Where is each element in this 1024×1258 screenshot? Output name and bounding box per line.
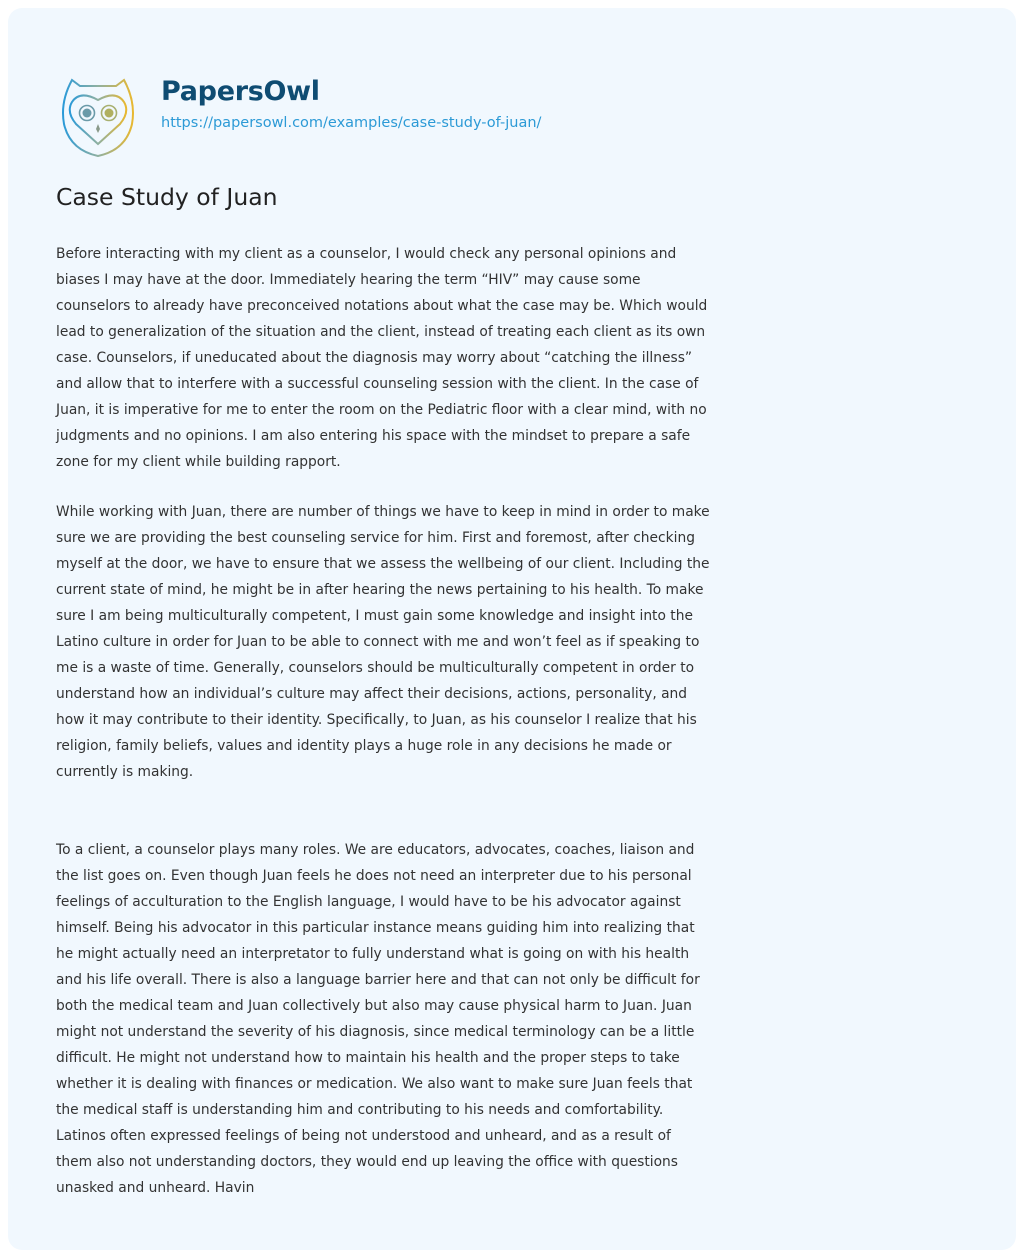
paragraph-line: current state of mind, he might be in after hearing the news pertaining to his health. To make [56,582,704,598]
paragraph-line: the list goes on. Even though Juan feels he does not need an interpreter due to his personal [56,868,692,884]
paragraph-line: case. Counselors, if uneducated about the diagnosis may worry about “catching the illness” [56,350,693,366]
paragraph-line: and his life overall. There is also a language barrier here and that can not only be difficult for [56,972,700,988]
paragraph-line: While working with Juan, there are number of things we have to keep in mind in order to make [56,504,710,520]
paragraph-line: Latinos often expressed feelings of being not understood and unheard, and as a result of [56,1128,671,1144]
paragraph-line: biases I may have at the door. Immediately hearing the term “HIV” may cause some [56,272,641,288]
paragraph-line: currently is making. [56,764,194,780]
paragraph-3 [56,837,1016,1201]
paragraph-line: Before interacting with my client as a counselor, I would check any personal opinions and [56,246,677,262]
paragraph-line: whether it is dealing with finances or medication. We also want to make sure Juan feels that [56,1076,693,1092]
brand-name[interactable]: PapersOwl [161,76,320,107]
paragraph-line: me is a waste of time. Generally, counselors should be multiculturally competent in order to [56,660,695,676]
paragraph-line: them also not understanding doctors, they would end up leaving the office with questions [56,1154,678,1170]
paragraph-line: zone for my client while building rapport. [56,454,341,470]
paragraph-line: sure we are providing the best counseling service for him. First and foremost, after checking [56,530,695,546]
paragraph-line: myself at the door, we have to ensure that we assess the wellbeing of our client. Including the [56,556,710,572]
document-card [8,8,1016,1250]
paragraph-line: unasked and unheard. Havin [56,1180,255,1196]
paragraph-line: feelings of acculturation to the English language, I would have to be his advocator against [56,894,681,910]
page-title: Case Study of Juan [56,183,278,211]
paragraph-line: might not understand the severity of his diagnosis, since medical terminology can be a little [56,1024,695,1040]
paragraph-line: the medical staff is understanding him and contributing to his needs and comfortability. [56,1102,664,1118]
paragraph-line: himself. Being his advocator in this particular instance means guiding him into realizing that [56,920,695,936]
paragraph-line: both the medical team and Juan collectively but also may cause physical harm to Juan. Juan [56,998,692,1014]
paragraph-line: judgments and no opinions. I am also entering his space with the mindset to prepare a safe [56,428,691,444]
paragraph-2 [56,499,1016,785]
paragraph-line: he might actually need an interpretator to fully understand what is going on with his health [56,946,690,962]
paragraph-line: religion, family beliefs, values and identity plays a huge role in any decisions he made or [56,738,672,754]
paragraph-line: counselors to already have preconceived notations about what the case may be. Which would [56,298,708,314]
paragraph-line: To a client, a counselor plays many roles. We are educators, advocates, coaches, liaison and [56,842,695,858]
paragraph-line: lead to generalization of the situation and the client, instead of treating each client as its own [56,324,706,340]
paragraph-1 [56,241,1016,475]
paragraph-line: how it may contribute to their identity. Specifically, to Juan, as his counselor I realize that his [56,712,697,728]
paragraph-line: sure I am being multiculturally competent, I must gain some knowledge and insight into the [56,608,693,624]
paragraph-line: Latino culture in order for Juan to be able to connect with me and won’t feel as if speaking to [56,634,700,650]
owl-logo-icon [58,72,138,160]
page-url-link[interactable]: https://papersowl.com/examples/case-study-of-juan/ [161,115,542,131]
paragraph-line: Juan, it is imperative for me to enter the room on the Pediatric floor with a clear mind, with no [56,402,707,418]
paragraph-line: and allow that to interfere with a successful counseling session with the client. In the case of [56,376,699,392]
paragraph-line: difficult. He might not understand how to maintain his health and the proper steps to take [56,1050,680,1066]
paragraph-line: understand how an individual’s culture may affect their decisions, actions, personality, and [56,686,688,702]
